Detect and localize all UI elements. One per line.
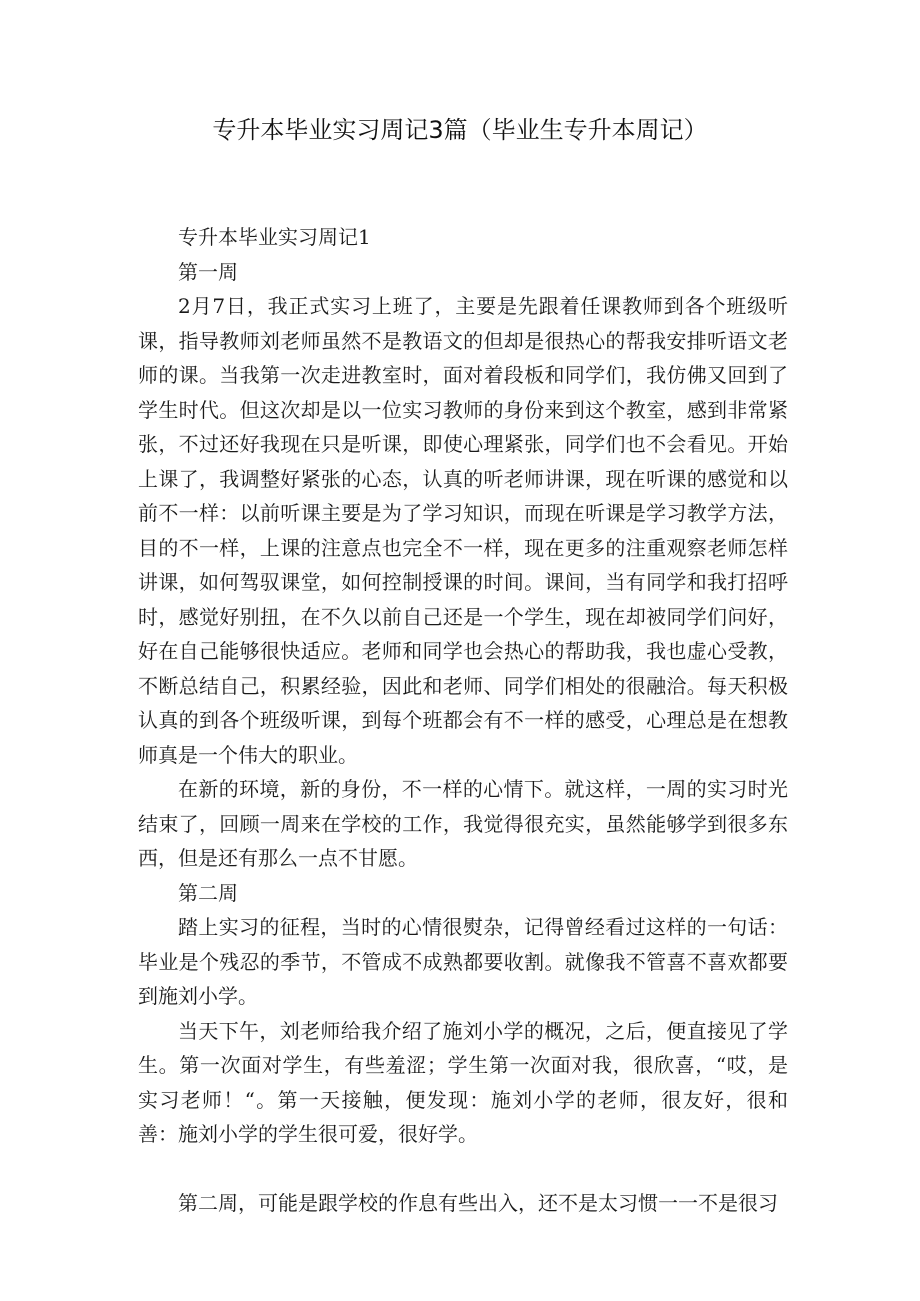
week-heading: 第二周 — [178, 880, 238, 905]
paragraph: 在新的环境，新的身份，不一样的心情下。就这样，一周的实习时光结束了，回顾一周来在学校的工作，我觉得很充实，虽然能够学到很多东西，但是还有那么一点不甘愿。 — [138, 777, 788, 870]
paragraph: 当天下午，刘老师给我介绍了施刘小学的概况，之后，便直接见了学生。第一次面对学生，有些羞涩；学生第一次面对我，很欣喜，“哎，是实习老师！“。第一天接触，便发现：施刘小学的老师，很友好，很和善：施刘小学的学生很可爱，很好学。 — [138, 1018, 788, 1146]
paragraph-spacer — [138, 1152, 788, 1186]
paragraph: 第二周，可能是跟学校的作息有些出入，还不是太习惯一一不是很习 — [178, 1190, 778, 1215]
document-title: 专升本毕业实习周记3篇（毕业生专升本周记） — [212, 116, 708, 144]
week-heading: 第一周 — [178, 259, 238, 284]
paragraph: 踏上实习的征程，当时的心情很熨杂，记得曾经看过这样的一句话：毕业是个残忍的季节，不管成不成熟都要收割。就像我不管喜不喜欢都要到施刘小学。 — [138, 915, 788, 1008]
section-heading: 专升本毕业实习周记1 — [178, 225, 371, 249]
paragraph: 2月7日，我正式实习上班了，主要是先跟着任课教师到各个班级听课，指导教师刘老师虽然不是教语文的但却是很热心的帮我安排听语文老师的课。当我第一次走进教室时，面对着段板和同学们，我仿佛又回到了学生时代。但这次却是以一位实习教师的身份来到这个教室，感到非常紧张，不过还好我现在只是听课，即使心理紧张，同学们也不会看见。开始上课了，我调整好紧张的心态，认真的听老师讲课，现在听课的感觉和以前不一样：以前听课主要是为了学习知识，而现在听课是学习教学方法，目的不一样，上课的注意点也完全不一样，现在更多的注重观察老师怎样讲课，如何驾驭课堂，如何控制授课的时间。课间，当有同学和我打招呼时，感觉好别扭，在不久以前自己还是一个学生，现在却被同学们问好，好在自己能够很快适应。老师和同学也会热心的帮助我，我也虚心受教，不断总结自己，积累经验，因此和老师、同学们相处的很融洽。每天积极认真的到各个班级听课，到每个班都会有不一样的感受，心理总是在想教师真是一个伟大的职业。 — [138, 294, 788, 767]
document-body — [138, 220, 788, 1220]
